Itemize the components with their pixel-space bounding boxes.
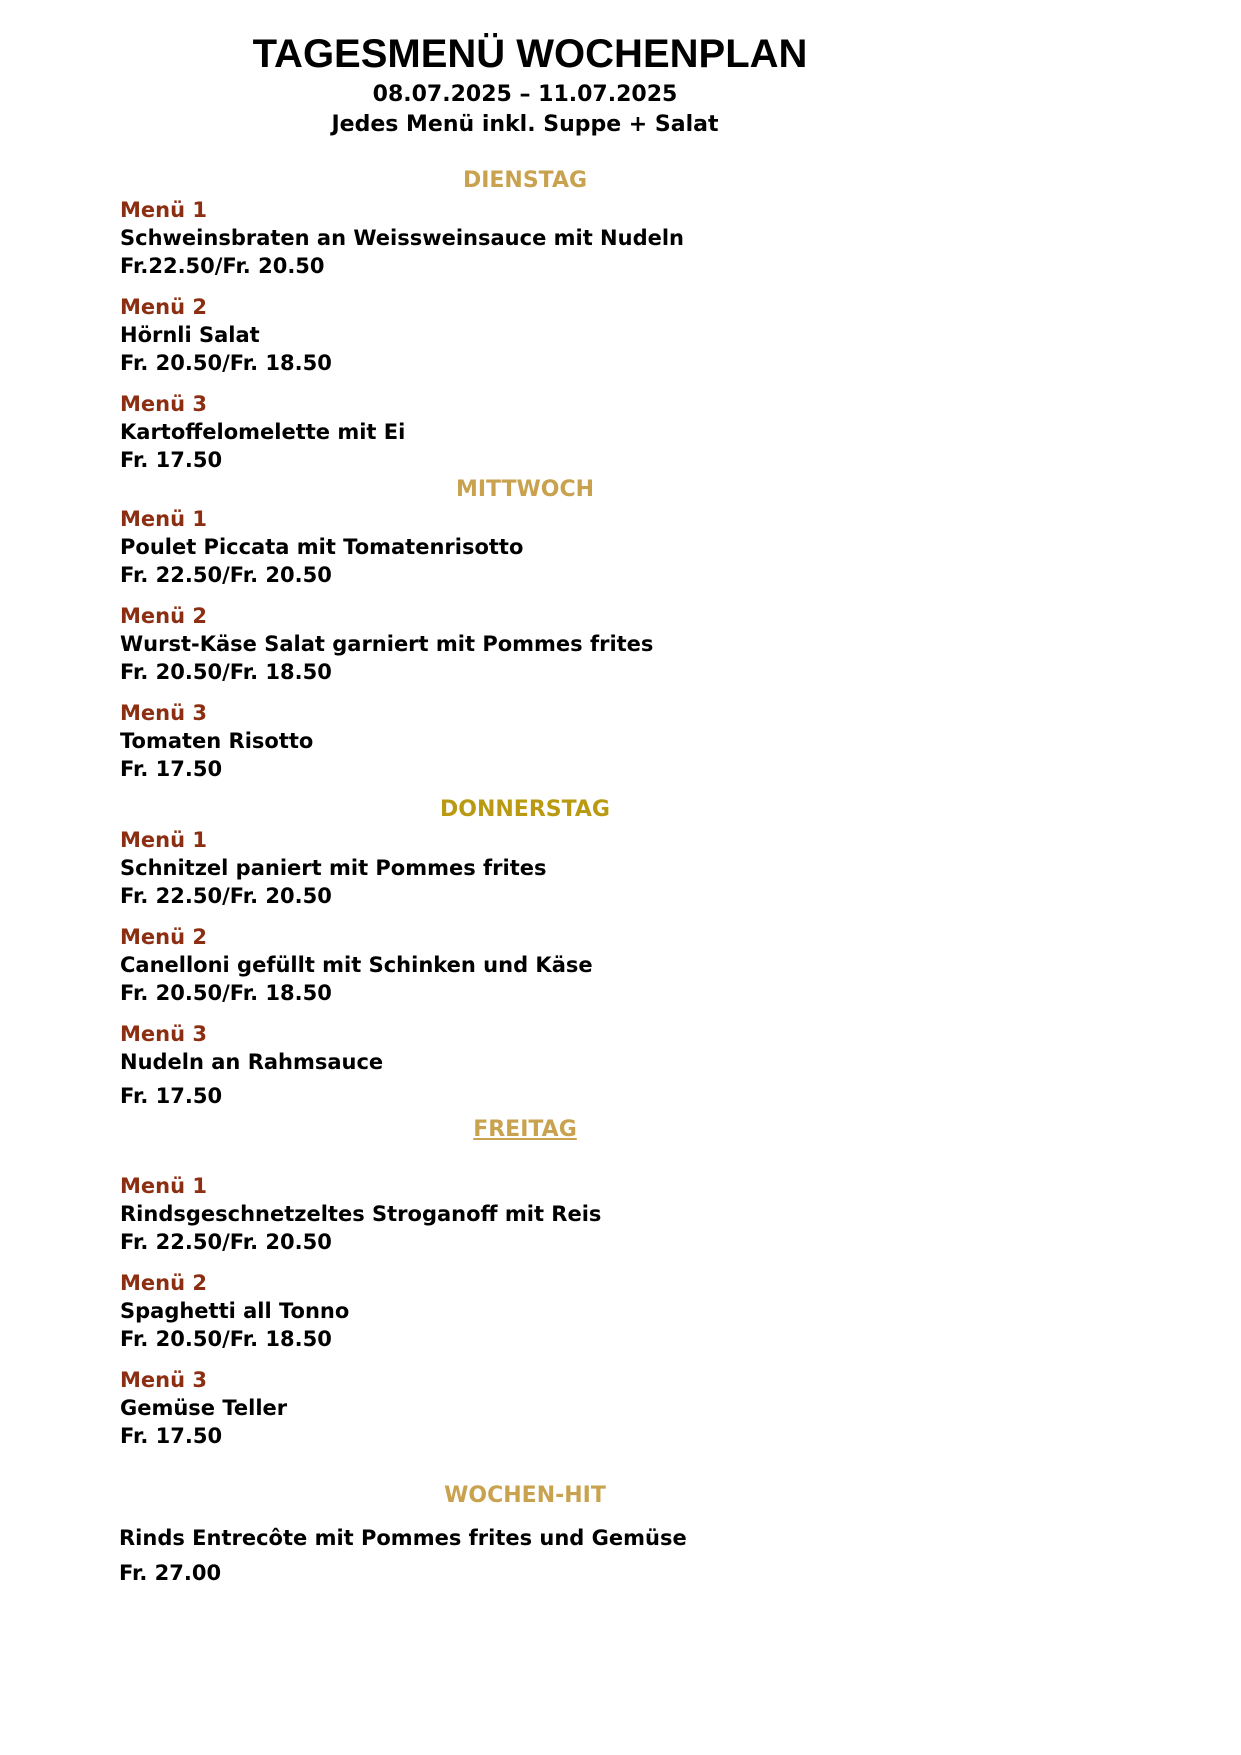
menu-label: Menü 3	[120, 1368, 207, 1392]
page-title: TAGESMENÜ WOCHENPLAN	[252, 32, 808, 76]
dish-name: Poulet Piccata mit Tomatenrisotto	[120, 535, 524, 559]
dish-price: Fr. 20.50/Fr. 18.50	[120, 660, 332, 684]
menu-label: Menü 2	[120, 925, 207, 949]
menu-label: Menü 3	[120, 1022, 207, 1046]
day-heading-donnerstag: DONNERSTAG	[440, 797, 610, 822]
menu-label: Menü 2	[120, 1271, 207, 1295]
dish-name: Tomaten Risotto	[120, 729, 314, 753]
dish-name: Canelloni gefüllt mit Schinken und Käse	[120, 953, 593, 977]
dish-price: Fr.22.50/Fr. 20.50	[120, 254, 325, 278]
day-heading-dienstag: DIENSTAG	[462, 168, 588, 193]
menu-label: Menü 3	[120, 392, 207, 416]
dish-name: Kartoffelomelette mit Ei	[120, 420, 406, 444]
dish-price: Fr. 22.50/Fr. 20.50	[120, 563, 332, 587]
dish-name: Hörnli Salat	[120, 323, 260, 347]
dish-price: Fr. 20.50/Fr. 18.50	[120, 1327, 332, 1351]
weekly-hit-heading: WOCHEN-HIT	[444, 1483, 606, 1508]
dish-price: Fr. 17.50	[120, 448, 223, 472]
dish-name: Spaghetti all Tonno	[120, 1299, 350, 1323]
dish-price: Fr. 20.50/Fr. 18.50	[120, 981, 332, 1005]
weekly-hit-dish: Rinds Entrecôte mit Pommes frites und Gemüse	[119, 1526, 687, 1550]
menu-label: Menü 1	[120, 507, 207, 531]
day-heading-mittwoch: MITTWOCH	[455, 477, 595, 502]
dish-price: Fr. 22.50/Fr. 20.50	[120, 1230, 332, 1254]
includes-note: Jedes Menü inkl. Suppe + Salat	[331, 112, 719, 137]
weekly-hit-price: Fr. 27.00	[119, 1561, 222, 1585]
dish-name: Wurst-Käse Salat garniert mit Pommes frites	[120, 632, 654, 656]
dish-price: Fr. 17.50	[120, 757, 223, 781]
menu-label: Menü 1	[120, 1174, 207, 1198]
menu-label: Menü 1	[120, 828, 207, 852]
dish-price: Fr. 17.50	[120, 1084, 223, 1108]
dish-name: Rindsgeschnetzeltes Stroganoff mit Reis	[120, 1202, 602, 1226]
day-heading-freitag: FREITAG	[473, 1117, 577, 1142]
dish-name: Schweinsbraten an Weissweinsauce mit Nudeln	[120, 226, 684, 250]
dish-name: Schnitzel paniert mit Pommes frites	[120, 856, 547, 880]
menu-label: Menü 2	[120, 604, 207, 628]
dish-price: Fr. 17.50	[120, 1424, 223, 1448]
dish-name: Nudeln an Rahmsauce	[120, 1050, 384, 1074]
menu-label: Menü 3	[120, 701, 207, 725]
dish-price: Fr. 20.50/Fr. 18.50	[120, 351, 332, 375]
dish-price: Fr. 22.50/Fr. 20.50	[120, 884, 332, 908]
dish-name: Gemüse Teller	[120, 1396, 288, 1420]
date-range: 08.07.2025 – 11.07.2025	[372, 82, 678, 107]
menu-label: Menü 1	[120, 198, 207, 222]
menu-label: Menü 2	[120, 295, 207, 319]
